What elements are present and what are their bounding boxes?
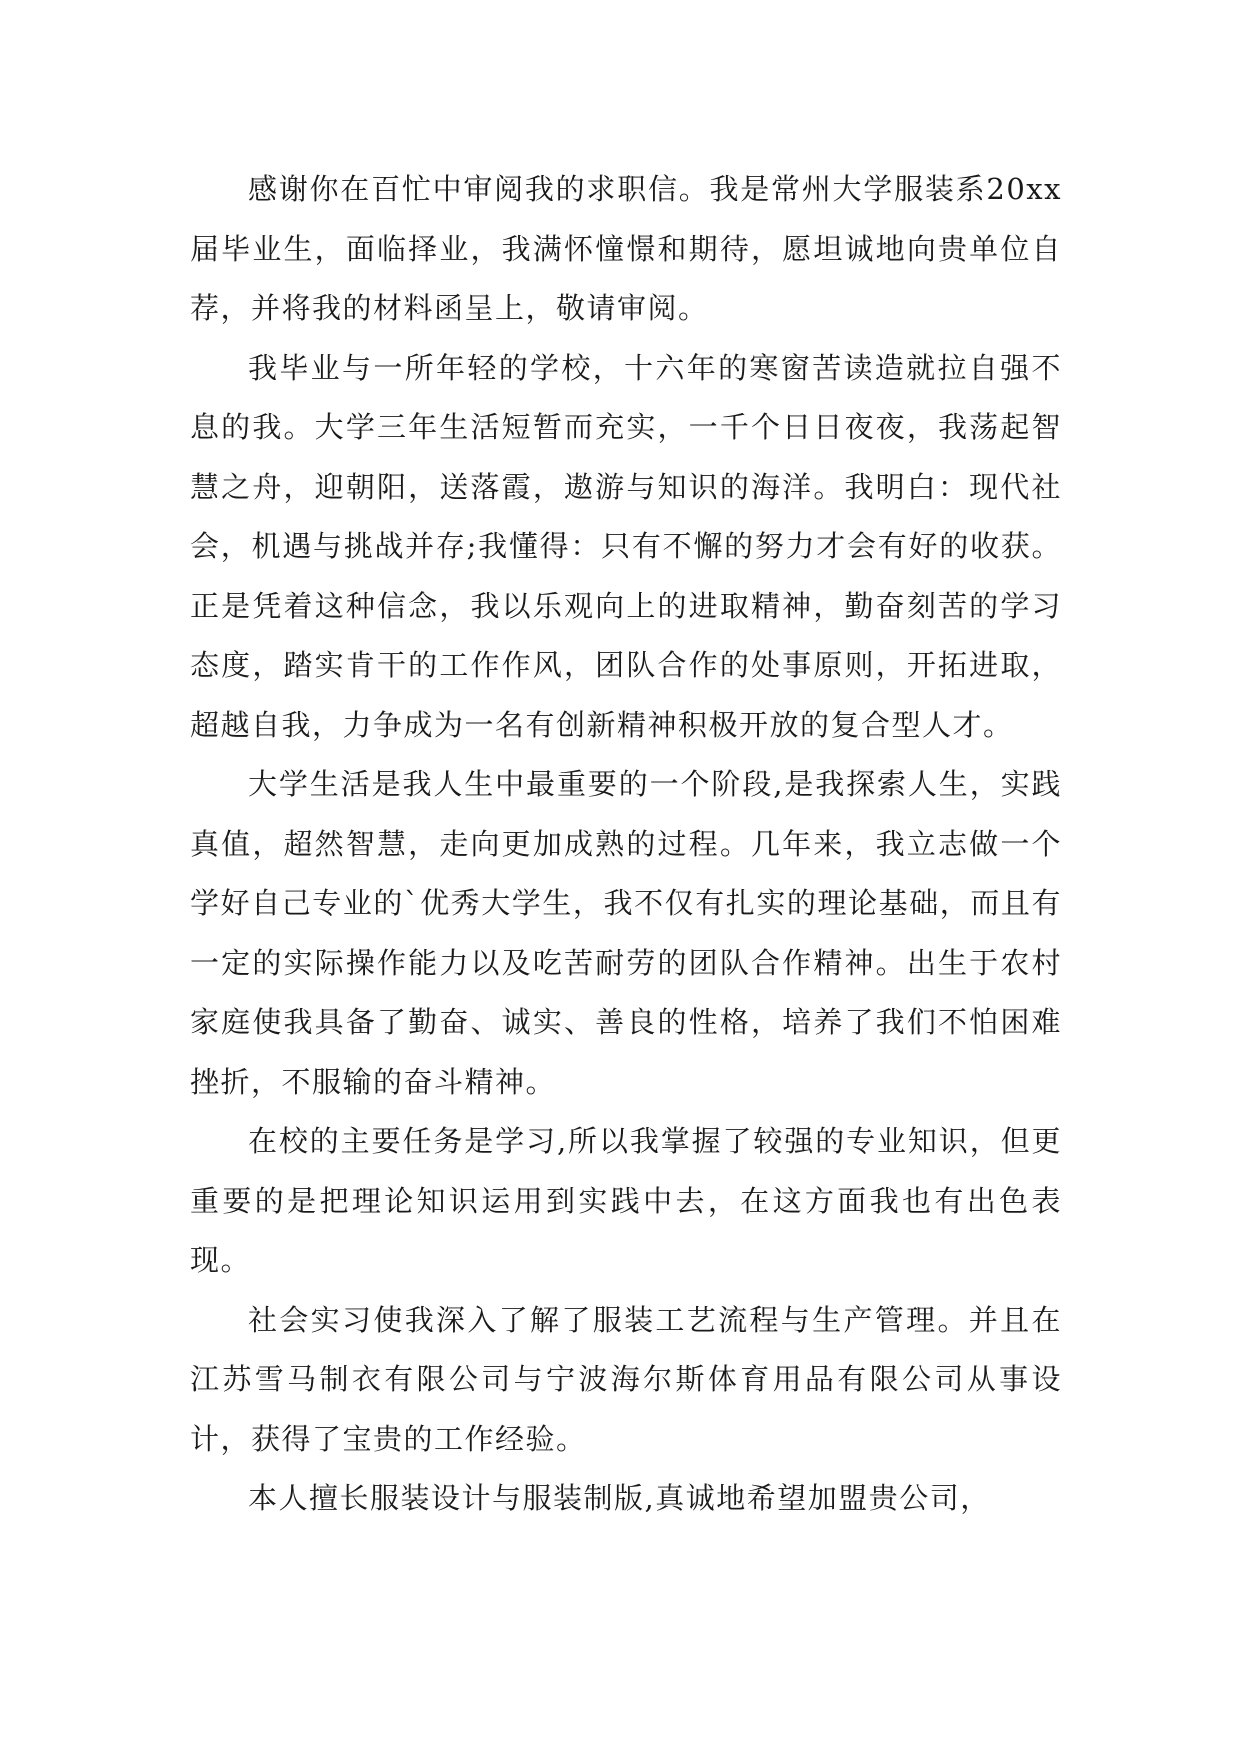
paragraph-3: 大学生活是我人生中最重要的一个阶段,是我探索人生，实践真值，超然智慧，走向更加成熟的过程。几年来，我立志做一个学好自己专业的`优秀大学生，我不仅有扎实的理论基础，而且有一定的实际操作能力以及吃苦耐劳的团队合作精神。出生于农村家庭使我具备了勤奋、诚实、善良的性格，培养了我们不怕困难挫折，不服输的奋斗精神。 [190,767,1062,1099]
paragraph-5: 社会实习使我深入了解了服装工艺流程与生产管理。并且在江苏雪马制衣有限公司与宁波海尔斯体育用品有限公司从事设计，获得了宝贵的工作经验。 [190,1302,1062,1456]
paragraph-6: 本人擅长服装设计与服装制版,真诚地希望加盟贵公司， [248,1481,991,1515]
document-body [190,160,1062,1529]
paragraph-1: 感谢你在百忙中审阅我的求职信。我是常州大学服装系20xx届毕业生，面临择业，我满怀憧憬和期待，愿坦诚地向贵单位自荐，并将我的材料函呈上，敬请审阅。 [190,172,1062,325]
paragraph-2: 我毕业与一所年轻的学校，十六年的寒窗苦读造就拉自强不息的我。大学三年生活短暂而充实，一千个日日夜夜，我荡起智慧之舟，迎朝阳，送落霞，遨游与知识的海洋。我明白：现代社会，机遇与挑战并存;我懂得：只有不懈的努力才会有好的收获。正是凭着这种信念，我以乐观向上的进取精神，勤奋刻苦的学习态度，踏实肯干的工作作风，团队合作的处事原则，开拓进取，超越自我，力争成为一名有创新精神积极开放的复合型人才。 [190,350,1062,742]
paragraph-4: 在校的主要任务是学习,所以我掌握了较强的专业知识，但更重要的是把理论知识运用到实践中去，在这方面我也有出色表现。 [190,1124,1062,1277]
